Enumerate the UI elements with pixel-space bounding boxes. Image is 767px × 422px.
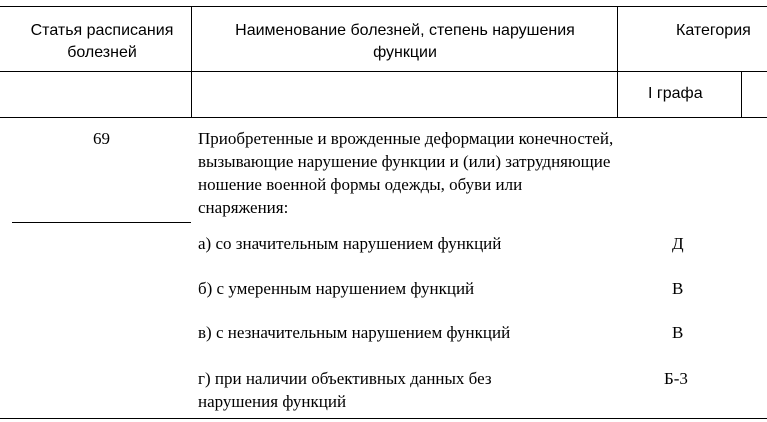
subheader-divider [0, 117, 767, 118]
header-name-column: Наименование болезней, степень нарушения функции [235, 22, 575, 61]
item-g-text: г) при наличии объективных данных без нарушения функций [198, 369, 492, 411]
col-divider-1 [191, 6, 192, 118]
table-top-border [0, 6, 767, 7]
col-divider-3 [741, 71, 742, 118]
item-v-text: в) с незначительным нарушением функций [198, 323, 511, 342]
item-a-text: а) со значительным нарушением функций [198, 234, 502, 253]
item-a-category: Д [672, 234, 684, 253]
item-b-text: б) с умеренным нарушением функций [198, 279, 475, 298]
col-divider-2 [617, 6, 618, 118]
disease-title: Приобретенные и врожденные деформации конечностей, вызывающие нарушение функции и (или) затрудняющие ношение военной формы одежды, обуви или снаряжения: [198, 129, 614, 217]
item-v-category: В [672, 323, 684, 342]
item-g-category: Б-3 [664, 369, 688, 388]
header-article-column: Статья расписания болезней [30, 22, 174, 61]
subheader-first-graph: I графа [648, 85, 703, 102]
article-cell-divider [12, 222, 191, 223]
table-bottom-border [0, 418, 767, 419]
article-number: 69 [93, 129, 110, 148]
item-b-category: В [672, 279, 684, 298]
header-divider [0, 71, 767, 72]
header-category-column: Категория [676, 22, 751, 39]
